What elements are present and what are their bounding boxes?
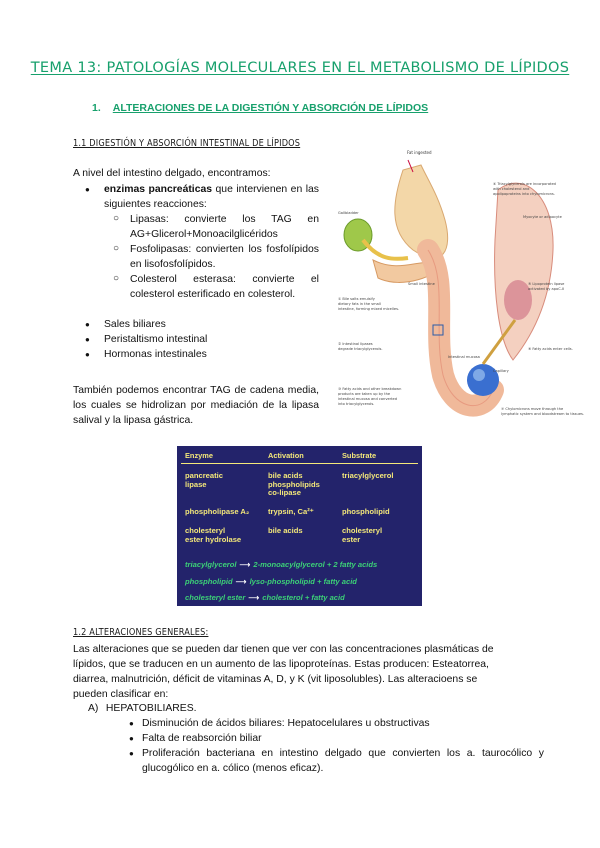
category-text: HEPATOBILIARES. <box>105 703 197 714</box>
arrow-icon: ⟶ <box>248 593 260 602</box>
reaction-from: phospholipid <box>185 577 233 586</box>
reaction-to: 2-monoacylglycerol + 2 fatty acids <box>253 560 378 569</box>
svg-text:degrade triacylglycerols.: degrade triacylglycerols. <box>338 347 383 351</box>
category-letter: A) <box>88 703 99 714</box>
header-rule <box>181 463 418 464</box>
reaction-to: lyso-phospholipid + fatty acid <box>249 577 357 586</box>
intro-text: A nivel del intestino delgado, encontramos: <box>73 168 271 179</box>
svg-text:apolipoproteins into chylomicr: apolipoproteins into chylomicrons. <box>493 192 555 196</box>
activation-cell: trypsin, Ca²⁺ <box>268 507 314 516</box>
fat-digestion-illustration <box>333 140 585 430</box>
section-heading-1 <box>92 102 428 114</box>
arrow-icon: ⟶ <box>239 560 251 569</box>
svg-text:⑦ Chylomicrons move through th: ⑦ Chylomicrons move through the <box>501 407 564 411</box>
list-item: ● Falta de reabsorción biliar <box>104 731 544 746</box>
svg-text:Intestinal mucosa: Intestinal mucosa <box>448 355 480 359</box>
svg-text:Gallbladder: Gallbladder <box>338 211 359 215</box>
enzyme-cell: cholesteryl ester hydrolase <box>185 526 242 544</box>
sublist-item: ○ Fosfolipasas: convierten los fosfolípidos en lisofosfolípidos. <box>73 242 319 272</box>
enzyme-cell: phospholipase A₂ <box>185 507 250 516</box>
svg-text:with cholesterol and: with cholesterol and <box>493 187 530 191</box>
list-item: ● Proliferación bacteriana en intestino delgado que convierten los a. taurocólico y glucogólico en a. cólico (menos eficaz). <box>104 746 544 776</box>
paragraph-line: Las alteraciones que se pueden dar tienen que ver con las concentraciones plasmáticas de <box>73 644 494 655</box>
list-item-enzimas <box>73 182 319 212</box>
svg-text:⑤ Lipoprotein lipase: ⑤ Lipoprotein lipase <box>528 282 565 286</box>
paragraph-line: diarrea, malnutrición, déficit de vitaminas A, D, y K (vit liposolubles). Las alteracioens se <box>73 674 478 685</box>
sublist-item: ○ Lipasas: convierte los TAG en AG+Glicerol+Monoacilglicéridos <box>73 212 319 242</box>
svg-text:dietary fats in the small: dietary fats in the small <box>338 302 381 306</box>
substrate-header: Substrate <box>342 451 377 460</box>
tag-paragraph: También podemos encontrar TAG de cadena media, los cuales se hidrolizan por mediación de la lipasa salival y la lipasa gástrica. <box>73 385 319 426</box>
enzimas-label: enzimas pancreáticas <box>104 184 213 195</box>
svg-text:Myocyte or adipocyte: Myocyte or adipocyte <box>523 215 562 219</box>
category-a <box>88 701 197 716</box>
reaction-to: cholesterol + fatty acid <box>262 593 345 602</box>
section-number: 1. <box>92 102 101 114</box>
sublist-item: ○ Colesterol esterasa: convierte el colesterol esterificado en colesterol. <box>73 272 319 302</box>
svg-text:products are taken up by the: products are taken up by the <box>338 392 391 396</box>
substrate-cell: triacylglycerol <box>342 471 394 480</box>
svg-text:Small intestine: Small intestine <box>408 282 435 286</box>
reaction-row <box>185 577 357 586</box>
svg-text:activated by apoC-II: activated by apoC-II <box>528 287 565 291</box>
list-item: ● Hormonas intestinales <box>73 347 319 362</box>
enzyme-table <box>177 446 422 606</box>
reaction-row <box>185 593 345 602</box>
substrate-cell: cholesteryl ester <box>342 526 383 544</box>
svg-text:① Bile salts emulsify: ① Bile salts emulsify <box>338 297 375 301</box>
svg-text:Fat ingested: Fat ingested <box>407 150 432 155</box>
activation-cell: bile acids phospholipids co-lipase <box>268 471 320 497</box>
subsection-heading-1-1: 1.1 DIGESTIÓN Y ABSORCIÓN INTESTINAL DE LÍPIDOS <box>73 138 301 149</box>
enzyme-cell: pancreatic lipase <box>185 471 223 489</box>
enzyme-header: Enzyme <box>185 451 213 460</box>
paragraph-line: pueden clasificar en: <box>73 689 169 700</box>
activation-header: Activation <box>268 451 304 460</box>
substrate-cell: phospholipid <box>342 507 390 516</box>
svg-text:intestinal mucosa and converte: intestinal mucosa and converted <box>338 397 398 401</box>
list-item: ● Disminución de ácidos biliares: Hepatocelulares u obstructivas <box>104 716 544 731</box>
enzimas-description: que intervienen en las siguientes reacciones: <box>104 184 319 210</box>
svg-text:into triacylglycerols.: into triacylglycerols. <box>338 402 375 406</box>
svg-text:Capillary: Capillary <box>493 369 509 373</box>
hepatobiliary-list <box>104 716 544 776</box>
section-title: ALTERACIONES DE LA DIGESTIÓN Y ABSORCIÓN DE LÍPIDOS <box>112 102 429 114</box>
reaction-from: triacylglycerol <box>185 560 237 569</box>
page-title: TEMA 13: PATOLOGÍAS MOLECULARES EN EL METABOLISMO DE LÍPIDOS <box>30 60 570 76</box>
general-paragraph <box>73 642 543 702</box>
svg-text:⑥ Fatty acids enter cells.: ⑥ Fatty acids enter cells. <box>528 347 573 351</box>
svg-text:lymphatic system and bloodstre: lymphatic system and bloodstream to tissues. <box>501 412 585 416</box>
svg-text:intestine, forming mixed micel: intestine, forming mixed micelles. <box>338 307 400 311</box>
subsection-heading-1-2: 1.2 ALTERACIONES GENERALES: <box>73 627 209 638</box>
svg-text:③ Fatty acids and other breakd: ③ Fatty acids and other breakdown <box>338 387 402 391</box>
list-item: ● Sales biliares <box>73 317 319 332</box>
reaction-row <box>185 560 377 569</box>
svg-text:② Intestinal lipases: ② Intestinal lipases <box>338 342 373 346</box>
arrow-icon: ⟶ <box>235 577 247 586</box>
paragraph-line: lípidos, que se traducen en un aumento de las lipoproteínas. Estas producen: Esteatorrea, <box>73 659 489 670</box>
reaction-from: cholesteryl ester <box>185 593 246 602</box>
svg-text:④ Triacylglycerols are incorpo: ④ Triacylglycerols are incorporated <box>493 182 556 186</box>
digestion-list <box>73 182 319 362</box>
list-item: ● Peristaltismo intestinal <box>73 332 319 347</box>
activation-cell: bile acids <box>268 526 303 535</box>
